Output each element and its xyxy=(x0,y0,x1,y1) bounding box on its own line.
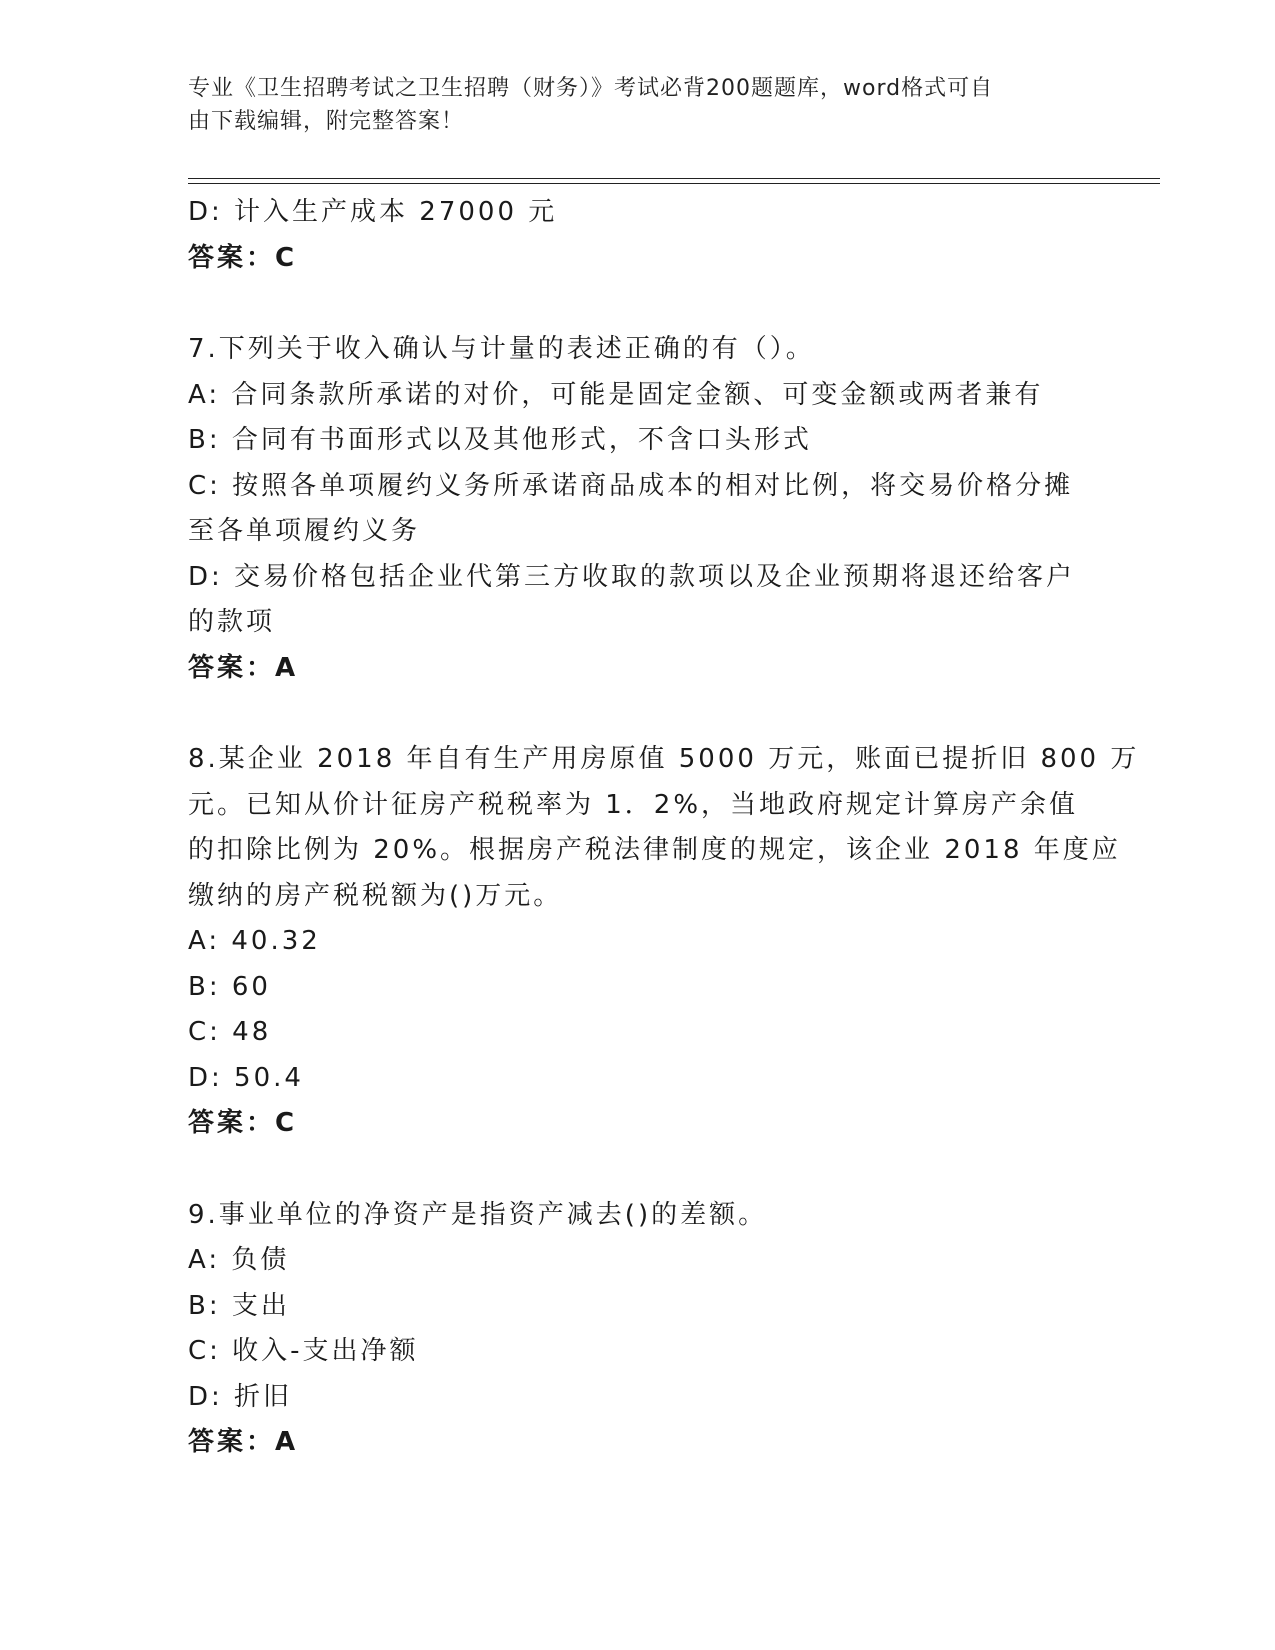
option-d: D: 计入生产成本 27000 元 xyxy=(188,197,558,227)
answer: 答案：A xyxy=(188,1427,299,1457)
answer: 答案：C xyxy=(188,242,298,273)
question-stem-line-2: 元。已知从价计征房产税税率为 1．2%，当地政府规定计算房产余值 xyxy=(188,789,1079,820)
option-c: C: 48 xyxy=(188,1017,272,1047)
option-b: B: 60 xyxy=(188,971,271,1002)
option-a: A: 负债 xyxy=(188,1245,290,1275)
answer: 答案：C xyxy=(188,1108,298,1138)
question-stem-line-4: 缴纳的房产税税额为()万元。 xyxy=(188,880,563,911)
option-d: D: 50.4 xyxy=(188,1062,304,1093)
question-9 xyxy=(188,1193,1088,1466)
question-stem-line-3: 的扣除比例为 20%。根据房产税法律制度的规定，该企业 2018 年度应 xyxy=(188,835,1121,865)
option-d: D: 折旧 xyxy=(188,1381,293,1412)
header-title-line-1: 专业《卫生招聘考试之卫生招聘（财务）》考试必背200题题库，word格式可自 xyxy=(188,76,994,101)
option-a: A: 合同条款所承诺的对价，可能是固定金额、可变金额或两者兼有 xyxy=(188,379,1044,410)
option-b: B: 合同有书面形式以及其他形式，不含口头形式 xyxy=(188,425,812,455)
question-stem: 7.下列关于收入确认与计量的表述正确的有（）。 xyxy=(188,334,815,364)
option-a: A: 40.32 xyxy=(188,926,321,956)
option-c-line-1: C: 按照各单项履约义务所承诺商品成本的相对比例，将交易价格分摊 xyxy=(188,470,1074,501)
option-c-line-2: 至各单项履约义务 xyxy=(188,516,421,546)
option-d-line-2: 的款项 xyxy=(188,607,276,637)
previous-question-tail xyxy=(188,190,1088,281)
header-rule-bottom xyxy=(188,183,1160,184)
question-stem: 9.事业单位的净资产是指资产减去()的差额。 xyxy=(188,1199,768,1230)
option-b: B: 支出 xyxy=(188,1290,290,1321)
document-body xyxy=(188,190,1140,1466)
question-8 xyxy=(188,737,1140,1147)
header-title-line-2: 由下载编辑，附完整答案！ xyxy=(188,109,465,134)
question-7 xyxy=(188,327,1088,691)
document-header xyxy=(188,72,1088,138)
question-stem-line-1: 8.某企业 2018 年自有生产用房原值 5000 万元，账面已提折旧 800 万 xyxy=(188,744,1140,774)
option-d-line-1: D: 交易价格包括企业代第三方收取的款项以及企业预期将退还给客户 xyxy=(188,561,1076,592)
header-rule-top xyxy=(188,178,1160,179)
option-c: C: 收入-支出净额 xyxy=(188,1336,419,1366)
answer: 答案：A xyxy=(188,652,299,683)
